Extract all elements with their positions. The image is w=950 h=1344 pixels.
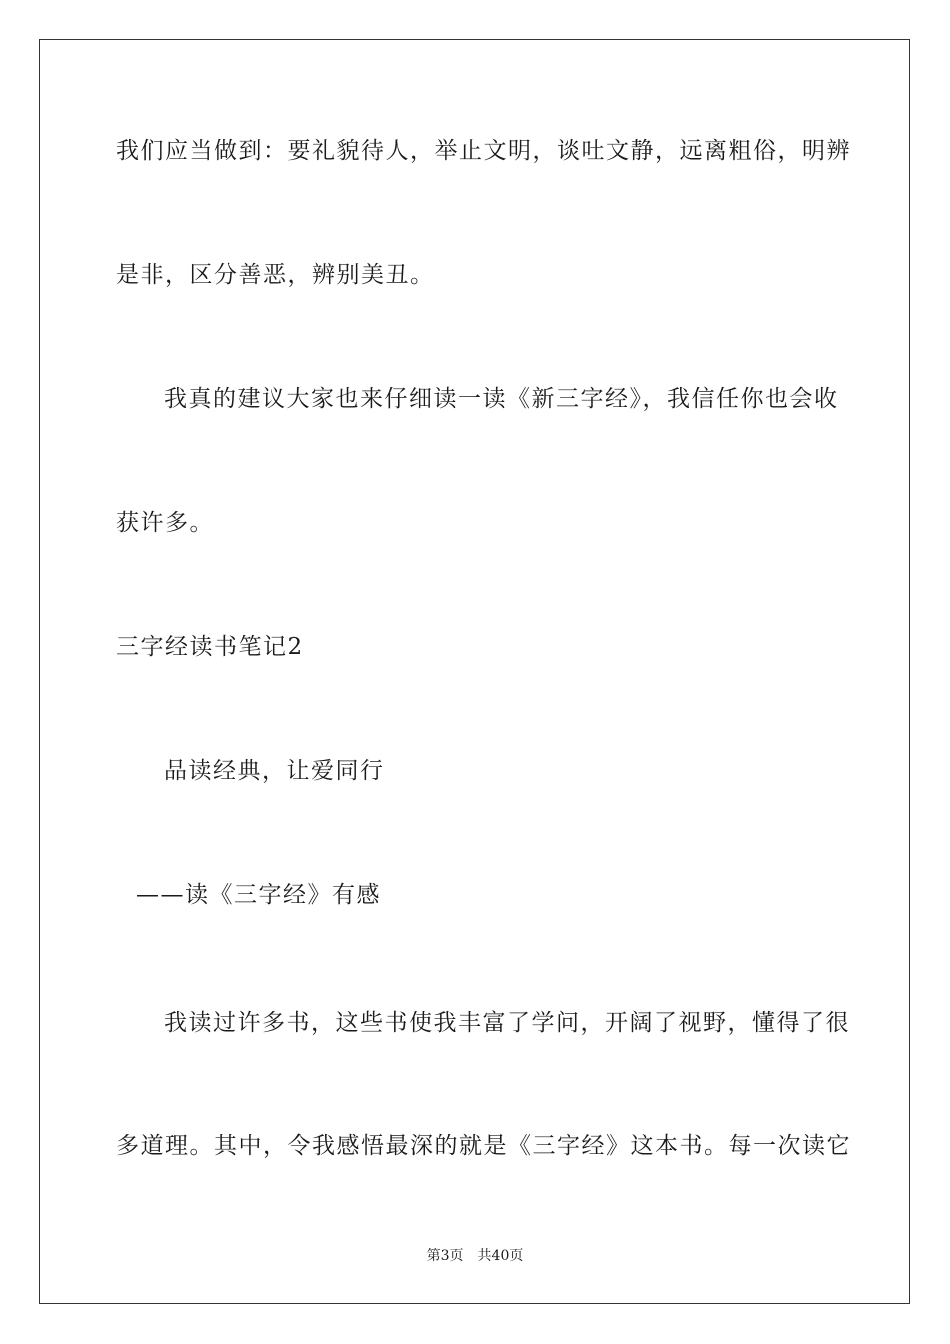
paragraph-line: 多道理。其中，令我感悟最深的就是《三字经》这本书。每一次读它 <box>116 1133 851 1159</box>
paragraph-line: 获许多。 <box>116 510 214 536</box>
page-footer <box>0 1247 950 1265</box>
page-number: 第3页 <box>426 1248 464 1264</box>
essay-subtitle: ——读《三字经》有感 <box>136 882 381 908</box>
total-pages: 共40页 <box>477 1248 524 1264</box>
page-border <box>39 39 910 1304</box>
paragraph-line: 我真的建议大家也来仔细读一读《新三字经》，我信任你也会收 <box>164 386 839 412</box>
paragraph-line: 我们应当做到：要礼貌待人，举止文明，谈吐文静，远离粗俗，明辨 <box>116 138 851 164</box>
paragraph-line: 是非，区分善恶，辨别美丑。 <box>116 262 435 288</box>
section-heading: 三字经读书笔记2 <box>116 634 304 660</box>
paragraph-line: 我读过许多书，这些书使我丰富了学问，开阔了视野，懂得了很 <box>164 1010 850 1036</box>
essay-title: 品读经典，让爱同行 <box>164 758 385 784</box>
